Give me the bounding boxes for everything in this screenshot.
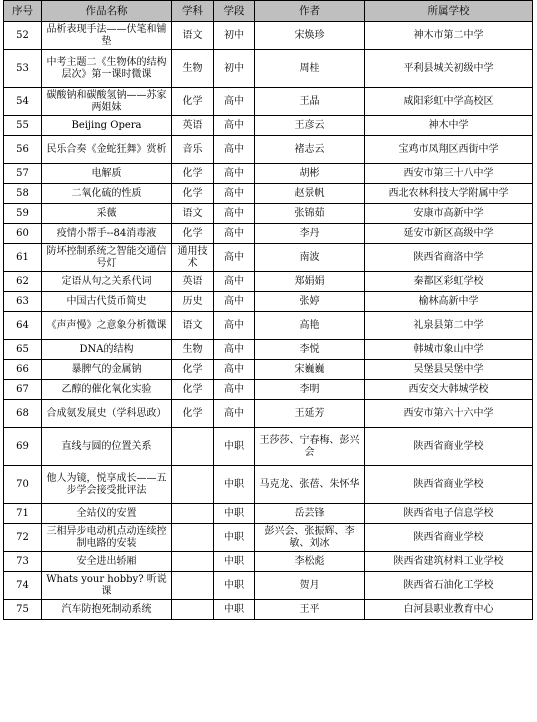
cell-level: 中职 [214, 600, 255, 620]
cell-subject: 化学 [172, 400, 214, 428]
cell-subject: 化学 [172, 88, 214, 116]
cell-title: 安全进出轿厢 [42, 552, 172, 572]
cell-author: 南波 [255, 244, 365, 272]
cell-level: 高中 [214, 360, 255, 380]
table-row [4, 136, 533, 164]
works-table [3, 0, 533, 620]
cell-subject: 语文 [172, 312, 214, 340]
table-row [4, 272, 533, 292]
cell-school: 白河县职业教育中心 [365, 600, 533, 620]
cell-title: DNA的结构 [42, 340, 172, 360]
cell-author: 张锦茹 [255, 204, 365, 224]
cell-subject: 历史 [172, 292, 214, 312]
award-list-sheet [3, 0, 532, 620]
cell-author: 彭兴会、张振辉、李敏、刘冰 [255, 524, 365, 552]
cell-title: 乙醇的催化氧化实验 [42, 380, 172, 400]
cell-level: 高中 [214, 184, 255, 204]
cell-no: 54 [4, 88, 42, 116]
cell-no: 61 [4, 244, 42, 272]
cell-title: 直线与圆的位置关系 [42, 428, 172, 466]
cell-title: Beijing Opera [42, 116, 172, 136]
cell-no: 58 [4, 184, 42, 204]
header-level: 学段 [214, 1, 255, 22]
table-row [4, 184, 533, 204]
table-row [4, 116, 533, 136]
cell-school: 陕西省建筑材料工业学校 [365, 552, 533, 572]
cell-subject [172, 504, 214, 524]
cell-author: 郑娟娟 [255, 272, 365, 292]
cell-author: 李松彪 [255, 552, 365, 572]
cell-no: 67 [4, 380, 42, 400]
table-row [4, 360, 533, 380]
cell-title: 疫情小帮手--84消毒液 [42, 224, 172, 244]
cell-no: 60 [4, 224, 42, 244]
cell-subject [172, 524, 214, 552]
cell-level: 初中 [214, 22, 255, 50]
table-row [4, 552, 533, 572]
cell-subject: 语文 [172, 22, 214, 50]
cell-school: 西北农林科技大学附属中学 [365, 184, 533, 204]
cell-title: 合成氨发展史（学科思政） [42, 400, 172, 428]
cell-title: Whats your hobby? 听说课 [42, 572, 172, 600]
cell-subject [172, 552, 214, 572]
cell-level: 高中 [214, 88, 255, 116]
cell-title: 《声声慢》之意象分析微课 [42, 312, 172, 340]
cell-school: 西安交大韩城学校 [365, 380, 533, 400]
table-body [4, 22, 533, 620]
cell-no: 66 [4, 360, 42, 380]
cell-level: 高中 [214, 204, 255, 224]
cell-subject [172, 600, 214, 620]
cell-level: 中职 [214, 524, 255, 552]
table-row [4, 600, 533, 620]
cell-level: 中职 [214, 572, 255, 600]
cell-subject: 化学 [172, 164, 214, 184]
table-row [4, 340, 533, 360]
cell-school: 榆林高新中学 [365, 292, 533, 312]
cell-level: 高中 [214, 340, 255, 360]
cell-school: 安康市高新中学 [365, 204, 533, 224]
cell-title: 碳酸钠和碳酸氢钠——苏家两姐妹 [42, 88, 172, 116]
cell-title: 品析表现手法——伏笔和铺垫 [42, 22, 172, 50]
cell-title: 汽车防抱死制动系统 [42, 600, 172, 620]
cell-school: 陕西省石油化工学校 [365, 572, 533, 600]
cell-no: 70 [4, 466, 42, 504]
cell-no: 59 [4, 204, 42, 224]
cell-no: 63 [4, 292, 42, 312]
cell-school: 陕西省电子信息学校 [365, 504, 533, 524]
cell-title: 全站仪的安置 [42, 504, 172, 524]
table-row [4, 466, 533, 504]
cell-level: 中职 [214, 428, 255, 466]
cell-no: 74 [4, 572, 42, 600]
cell-no: 75 [4, 600, 42, 620]
cell-subject: 英语 [172, 116, 214, 136]
cell-author: 王平 [255, 600, 365, 620]
cell-no: 65 [4, 340, 42, 360]
table-row [4, 88, 533, 116]
header-no: 序号 [4, 1, 42, 22]
cell-author: 王彦云 [255, 116, 365, 136]
table-row [4, 224, 533, 244]
header-subject: 学科 [172, 1, 214, 22]
table-row [4, 22, 533, 50]
cell-author: 李明 [255, 380, 365, 400]
cell-school: 陕西省商洛中学 [365, 244, 533, 272]
cell-title: 定语从句之关系代词 [42, 272, 172, 292]
cell-author: 胡彬 [255, 164, 365, 184]
table-row [4, 428, 533, 466]
cell-level: 高中 [214, 244, 255, 272]
cell-school: 陕西省商业学校 [365, 466, 533, 504]
cell-no: 73 [4, 552, 42, 572]
cell-school: 神木中学 [365, 116, 533, 136]
cell-subject: 生物 [172, 340, 214, 360]
cell-author: 周桂 [255, 50, 365, 88]
cell-school: 延安市新区高级中学 [365, 224, 533, 244]
header-author: 作者 [255, 1, 365, 22]
table-row [4, 400, 533, 428]
cell-author: 岳芸锋 [255, 504, 365, 524]
cell-level: 高中 [214, 272, 255, 292]
cell-title: 三相异步电动机点动连续控制电路的安装 [42, 524, 172, 552]
cell-no: 71 [4, 504, 42, 524]
cell-no: 56 [4, 136, 42, 164]
cell-title: 民乐合奏《金蛇狂舞》赏析 [42, 136, 172, 164]
cell-school: 礼泉县第二中学 [365, 312, 533, 340]
cell-author: 王莎莎、宁春梅、彭兴会 [255, 428, 365, 466]
cell-no: 62 [4, 272, 42, 292]
cell-school: 陕西省商业学校 [365, 428, 533, 466]
cell-no: 55 [4, 116, 42, 136]
table-row [4, 380, 533, 400]
cell-subject: 化学 [172, 360, 214, 380]
cell-school: 平利县城关初级中学 [365, 50, 533, 88]
cell-school: 宝鸡市凤翔区西街中学 [365, 136, 533, 164]
cell-subject [172, 428, 214, 466]
cell-author: 褚志云 [255, 136, 365, 164]
cell-title: 暴脾气的金属钠 [42, 360, 172, 380]
cell-level: 高中 [214, 400, 255, 428]
cell-subject: 化学 [172, 224, 214, 244]
table-row [4, 244, 533, 272]
table-row [4, 164, 533, 184]
cell-no: 72 [4, 524, 42, 552]
cell-school: 咸阳彩虹中学高校区 [365, 88, 533, 116]
cell-school: 西安市第六十六中学 [365, 400, 533, 428]
cell-subject [172, 572, 214, 600]
cell-author: 宋焕珍 [255, 22, 365, 50]
cell-subject: 生物 [172, 50, 214, 88]
cell-subject [172, 466, 214, 504]
header-school: 所属学校 [365, 1, 533, 22]
cell-author: 高艳 [255, 312, 365, 340]
cell-title: 中国古代货币简史 [42, 292, 172, 312]
cell-title: 电解质 [42, 164, 172, 184]
cell-title: 防坏控制系统之智能交通信号灯 [42, 244, 172, 272]
cell-subject: 化学 [172, 184, 214, 204]
cell-school: 秦都区彩虹学校 [365, 272, 533, 292]
cell-author: 李悦 [255, 340, 365, 360]
cell-author: 王晶 [255, 88, 365, 116]
cell-level: 高中 [214, 292, 255, 312]
cell-subject: 英语 [172, 272, 214, 292]
table-row [4, 292, 533, 312]
table-row [4, 572, 533, 600]
cell-level: 高中 [214, 116, 255, 136]
table-header-row [4, 1, 533, 22]
cell-title: 他人为镜，悦享成长——五步学会接受批评法 [42, 466, 172, 504]
table-row [4, 50, 533, 88]
cell-no: 64 [4, 312, 42, 340]
cell-title: 二氧化硫的性质 [42, 184, 172, 204]
cell-school: 神木市第二中学 [365, 22, 533, 50]
cell-subject: 语文 [172, 204, 214, 224]
cell-school: 西安市第三十八中学 [365, 164, 533, 184]
cell-author: 贺月 [255, 572, 365, 600]
cell-level: 高中 [214, 312, 255, 340]
header-title: 作品名称 [42, 1, 172, 22]
cell-no: 52 [4, 22, 42, 50]
cell-no: 69 [4, 428, 42, 466]
table-row [4, 524, 533, 552]
table-row [4, 504, 533, 524]
cell-author: 赵景帆 [255, 184, 365, 204]
cell-subject: 通用技术 [172, 244, 214, 272]
cell-subject: 音乐 [172, 136, 214, 164]
cell-no: 68 [4, 400, 42, 428]
cell-level: 初中 [214, 50, 255, 88]
cell-author: 宋巍巍 [255, 360, 365, 380]
cell-level: 中职 [214, 552, 255, 572]
cell-subject: 化学 [172, 380, 214, 400]
cell-title: 中考主题二《生物体的结构层次》第一课时微课 [42, 50, 172, 88]
cell-school: 吴堡县吴堡中学 [365, 360, 533, 380]
cell-school: 韩城市象山中学 [365, 340, 533, 360]
cell-title: 采薇 [42, 204, 172, 224]
cell-level: 高中 [214, 380, 255, 400]
cell-level: 中职 [214, 504, 255, 524]
table-row [4, 312, 533, 340]
cell-author: 张婷 [255, 292, 365, 312]
cell-level: 高中 [214, 164, 255, 184]
cell-level: 中职 [214, 466, 255, 504]
cell-author: 李丹 [255, 224, 365, 244]
cell-level: 高中 [214, 224, 255, 244]
cell-no: 53 [4, 50, 42, 88]
cell-author: 王延芳 [255, 400, 365, 428]
cell-school: 陕西省商业学校 [365, 524, 533, 552]
cell-author: 马克龙、张蓓、朱怀华 [255, 466, 365, 504]
cell-no: 57 [4, 164, 42, 184]
cell-level: 高中 [214, 136, 255, 164]
table-row [4, 204, 533, 224]
